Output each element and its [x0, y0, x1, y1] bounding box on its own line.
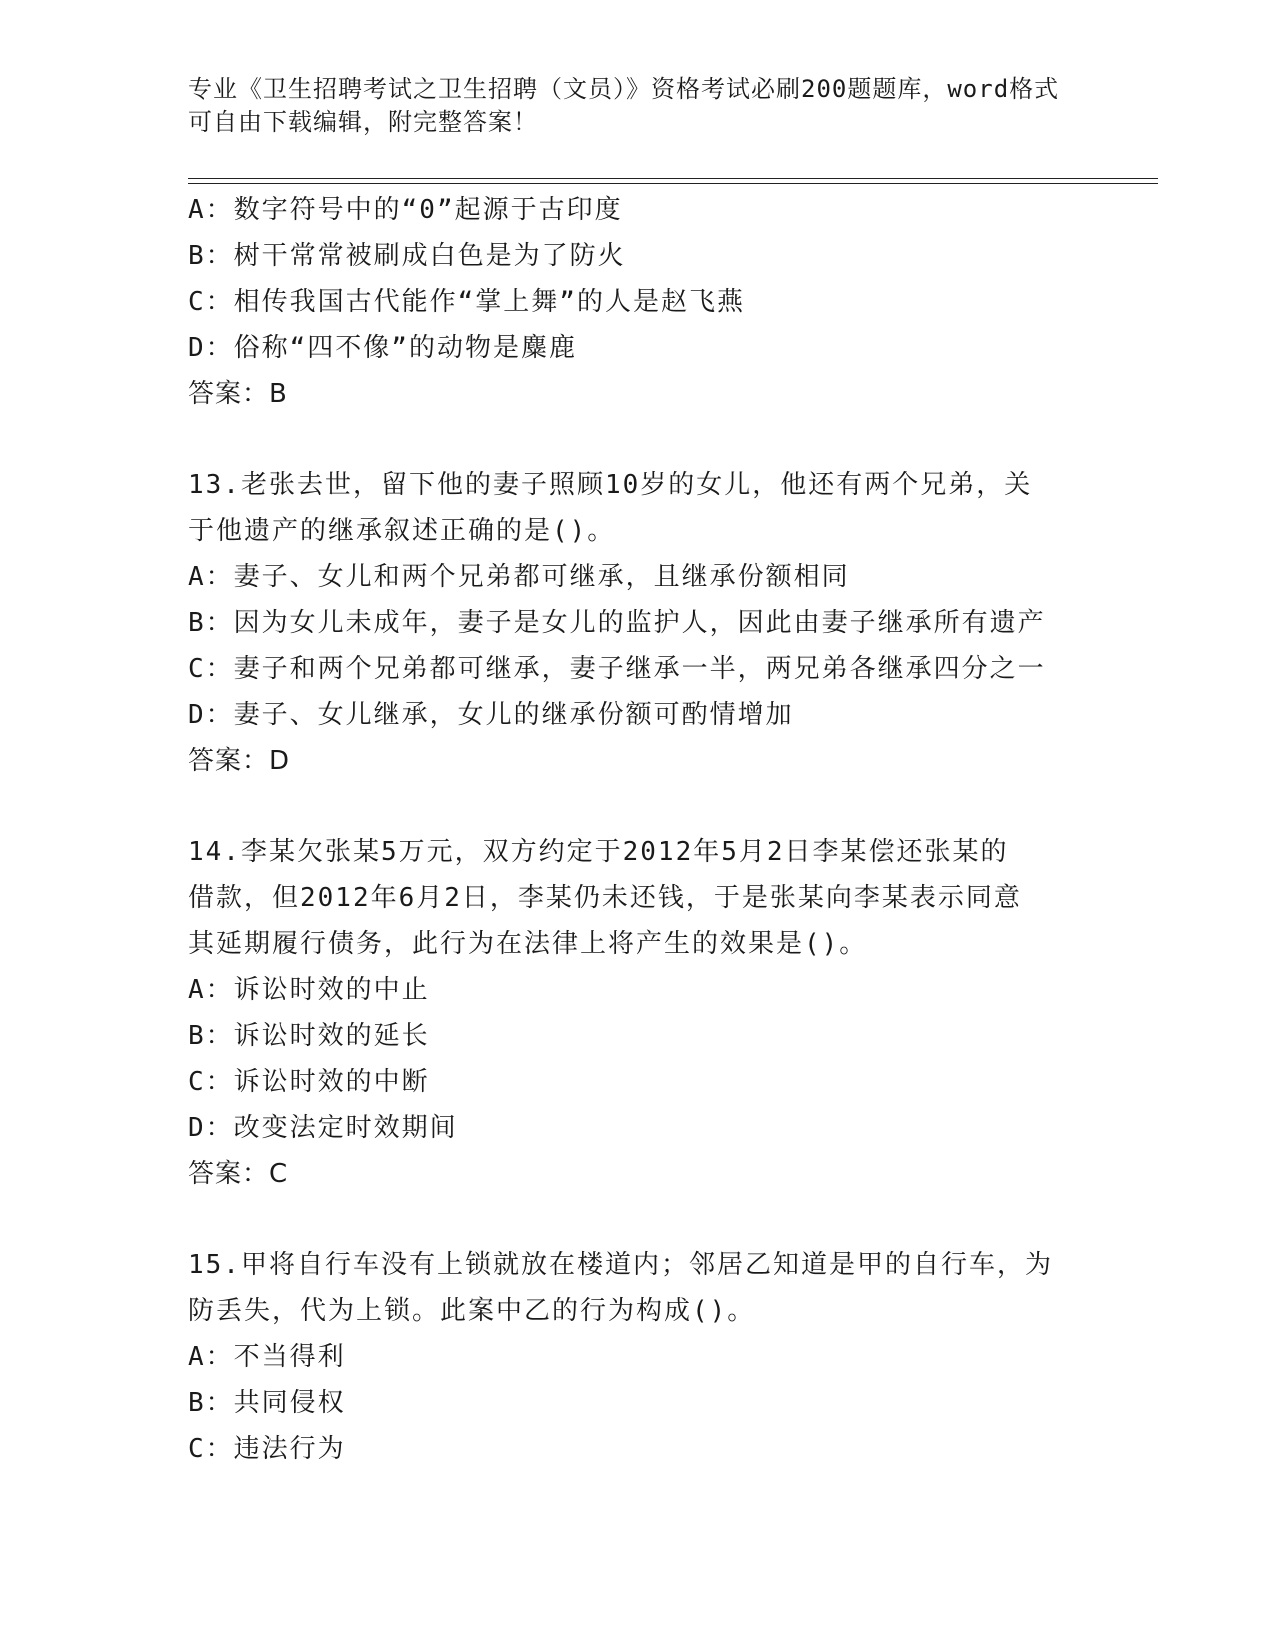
question-14-option-b: B：诉讼时效的延长	[188, 1021, 430, 1051]
question-12-answer: 答案：B	[188, 379, 288, 409]
question-15-option-a: A：不当得利	[188, 1342, 346, 1372]
question-12-option-c: C：相传我国古代能作“掌上舞”的人是赵飞燕	[188, 287, 745, 317]
document-header: 专业《卫生招聘考试之卫生招聘（文员）》资格考试必刷200题题库，word格式 可自由下载编辑，附完整答案！	[188, 75, 1060, 136]
question-13-stem-line-1: 13.老张去世，留下他的妻子照顾10岁的女儿，他还有两个兄弟，关	[188, 470, 1033, 500]
question-13-option-b: B：因为女儿未成年，妻子是女儿的监护人，因此由妻子继承所有遗产	[188, 608, 1046, 638]
question-14-option-a: A：诉讼时效的中止	[188, 975, 430, 1005]
header-divider-top	[188, 178, 1158, 179]
question-15-block	[188, 1242, 1088, 1472]
question-list	[188, 187, 1088, 1472]
question-14-stem-line-3: 其延期履行债务，此行为在法律上将产生的效果是()。	[188, 929, 868, 959]
question-13-answer: 答案：D	[188, 746, 291, 776]
question-15-stem-line-1: 15.甲将自行车没有上锁就放在楼道内；邻居乙知道是甲的自行车，为	[188, 1250, 1053, 1280]
question-spacer	[188, 1197, 1088, 1242]
question-14-block	[188, 829, 1088, 1197]
question-13-option-d: D：妻子、女儿继承，女儿的继承份额可酌情增加	[188, 700, 794, 730]
question-14-stem-line-1: 14.李某欠张某5万元，双方约定于2012年5月2日李某偿还张某的	[188, 837, 1009, 867]
question-14-answer: 答案：C	[188, 1159, 289, 1189]
question-14-option-d: D：改变法定时效期间	[188, 1113, 458, 1143]
question-spacer	[188, 417, 1088, 462]
question-spacer	[188, 784, 1088, 829]
header-divider-bottom	[188, 183, 1158, 184]
question-13-block	[188, 462, 1088, 784]
question-12-option-d: D：俗称“四不像”的动物是麋鹿	[188, 333, 577, 363]
question-14-option-c: C：诉讼时效的中断	[188, 1067, 430, 1097]
question-15-stem-line-2: 防丢失，代为上锁。此案中乙的行为构成()。	[188, 1296, 756, 1326]
question-12-option-b: B：树干常常被刷成白色是为了防火	[188, 241, 626, 271]
question-15-option-c: C：违法行为	[188, 1434, 346, 1464]
question-13-option-c: C：妻子和两个兄弟都可继承，妻子继承一半，两兄弟各继承四分之一	[188, 654, 1046, 684]
question-12-block	[188, 187, 1088, 417]
question-13-stem-line-2: 于他遗产的继承叙述正确的是()。	[188, 516, 616, 546]
question-13-option-a: A：妻子、女儿和两个兄弟都可继承，且继承份额相同	[188, 562, 850, 592]
question-12-option-a: A：数字符号中的“0”起源于古印度	[188, 195, 623, 225]
question-15-option-b: B：共同侵权	[188, 1388, 346, 1418]
question-14-stem-line-2: 借款，但2012年6月2日，李某仍未还钱，于是张某向李某表示同意	[188, 883, 1022, 913]
